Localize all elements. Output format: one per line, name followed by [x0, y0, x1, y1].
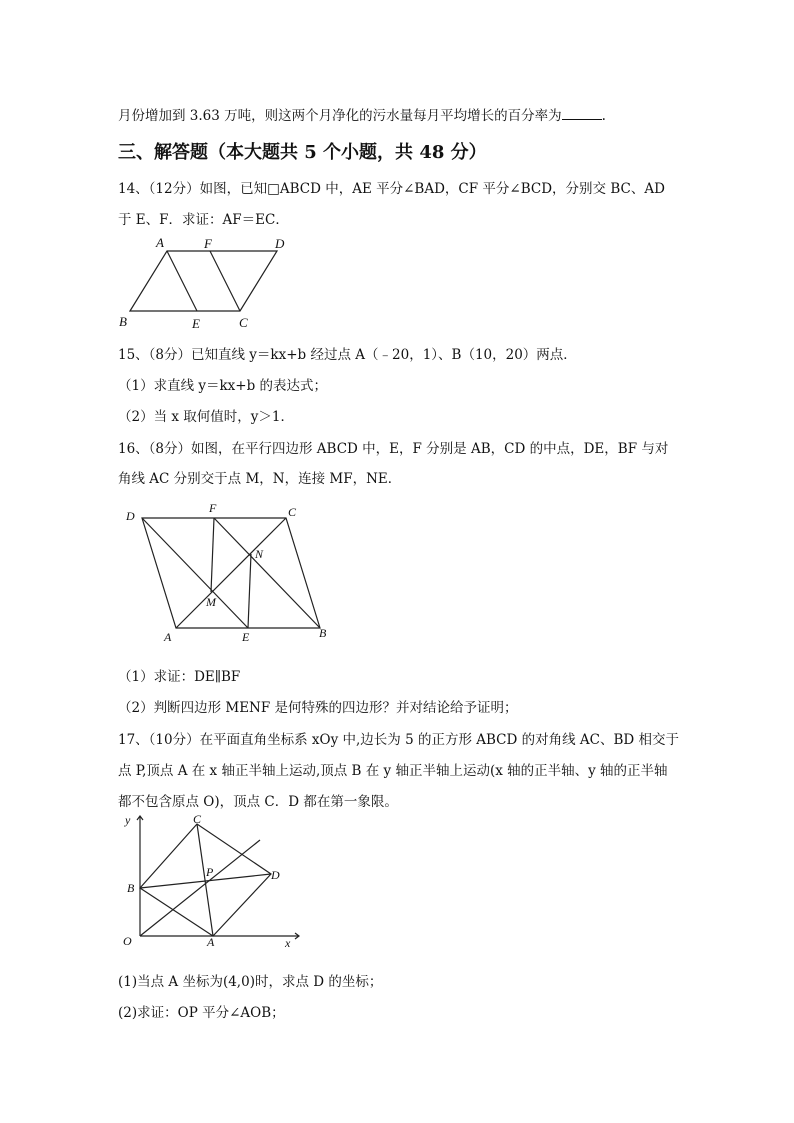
- fig17-label-y: y: [125, 813, 131, 827]
- fig16-segment-DE: [142, 518, 248, 628]
- fig16-label-E: E: [242, 630, 250, 644]
- q17-line-1: 17、（10分）在平面直角坐标系 xOy 中,边长为 5 的正方形 ABCD 的对角线 AC、BD 相交于: [118, 732, 680, 748]
- q17-line-3: 都不包含原点 O)，顶点 C．D 都在第一象限。: [118, 794, 398, 810]
- fig17-label-D: D: [271, 868, 280, 882]
- q15-line-1: 15、（8分）已知直线 y＝kx+b 经过点 A（﹣20，1）、B（10，20）两点．: [118, 347, 577, 363]
- fig16-label-B: B: [319, 626, 327, 640]
- fig17-ray-OP: [140, 840, 260, 936]
- answer-blank[interactable]: [562, 105, 602, 120]
- fig14-label-B: B: [119, 314, 127, 329]
- q15-line-2: （1）求直线 y＝kx+b 的表达式；: [118, 378, 328, 394]
- fig16-segment-FB: [214, 518, 320, 628]
- figure-16-parallelogram: [120, 498, 340, 650]
- fig14-label-A: A: [156, 236, 164, 250]
- fig16-label-A: A: [164, 630, 172, 644]
- figure-17-coordinate-square: [115, 812, 310, 952]
- q16-line-1: 16、（8分）如图，在平行四边形 ABCD 中，E，F 分别是 AB，CD 的中点，DE，BF 与对: [118, 441, 669, 457]
- q16-line-3: （1）求证：DE∥BF: [118, 669, 241, 685]
- q14-line-1: 14、（12分）如图，已知□ABCD 中，AE 平分∠BAD，CF 平分∠BCD，分别交 BC、AD: [118, 181, 665, 197]
- q13-tail-end: .: [601, 108, 606, 124]
- fig14-label-F: F: [204, 236, 212, 251]
- q13-tail-line: [118, 104, 606, 124]
- fig14-parallelogram: [130, 251, 277, 311]
- q16-line-4: （2）判断四边形 MENF 是何特殊的四边形？并对结论给予证明；: [118, 700, 518, 716]
- fig16-label-D: D: [126, 509, 135, 523]
- fig16-segment-MF: [211, 518, 214, 592]
- fig14-segment-FC: [210, 251, 240, 311]
- fig16-label-N: N: [255, 547, 264, 561]
- fig16-segment-NE: [248, 554, 251, 628]
- q17-line-2: 点 P,顶点 A 在 x 轴正半轴上运动,顶点 B 在 y 轴正半轴上运动(x 轴的正半轴、y 轴的正半轴: [118, 763, 668, 779]
- q17-sub-1: (1)当点 A 坐标为(4,0)时，求点 D 的坐标；: [118, 974, 383, 990]
- figure-14-parallelogram: [115, 236, 295, 332]
- fig16-label-F: F: [209, 501, 217, 515]
- fig16-label-C: C: [288, 505, 297, 519]
- fig17-label-C: C: [193, 812, 202, 826]
- section-title: 三、解答题（本大题共 5 个小题，共 48 分）: [118, 142, 487, 163]
- q13-tail-text: 月份增加到 3.63 万吨，则这两个月净化的污水量每月平均增长的百分率为: [118, 108, 562, 124]
- q14-line-2: 于 E、F．求证：AF＝EC．: [118, 212, 289, 228]
- fig17-label-x: x: [285, 936, 291, 950]
- fig17-label-P: P: [206, 865, 214, 879]
- fig17-label-B: B: [127, 881, 135, 895]
- q15-line-3: （2）当 x 取何值时，y＞1．: [118, 409, 295, 425]
- q16-line-2: 角线 AC 分别交于点 M，N，连接 MF，NE．: [118, 471, 402, 487]
- fig16-diagonal-AC: [176, 518, 286, 628]
- fig14-segment-AE: [167, 251, 197, 311]
- fig17-label-A: A: [207, 935, 215, 949]
- q17-sub-2: (2)求证：OP 平分∠AOB；: [118, 1005, 285, 1021]
- fig16-label-M: M: [206, 595, 216, 609]
- fig14-label-C: C: [239, 315, 248, 330]
- fig14-label-D: D: [275, 236, 285, 251]
- fig17-label-O: O: [123, 934, 132, 948]
- fig14-label-E: E: [192, 316, 200, 331]
